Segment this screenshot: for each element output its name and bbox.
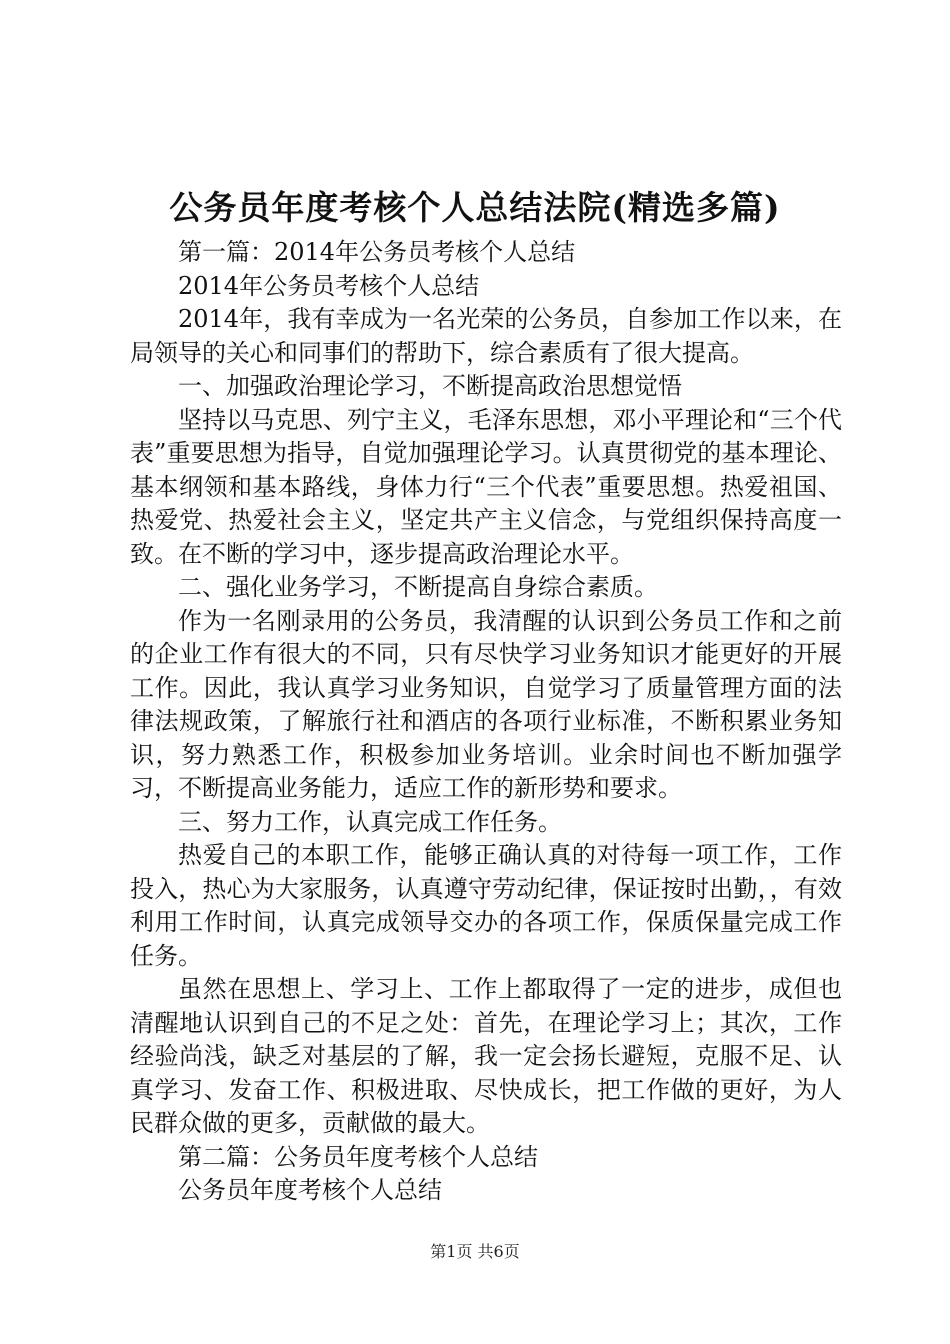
subsection-heading: 二、强化业务学习，不断提高自身综合素质。 <box>178 573 658 601</box>
body-paragraph: 坚持以马克思、列宁主义，毛泽东思想，邓小平理论和“三个代表”重要思想为指导，自觉加强理论学习。认真贯彻党的基本理论、基本纲领和基本路线，身体力行“三个代表”重要思想。热爱祖国、热爱党、热爱社会主义，坚定共产主义信念，与党组织保持高度一致。在不断的学习中，逐步提高政治理论水平。 <box>130 405 842 568</box>
body-paragraph: 作为一名刚录用的公务员，我清醒的认识到公务员工作和之前的企业工作有很大的不同，只有尽快学习业务知识才能更好的开展工作。因此，我认真学习业务知识，自觉学习了质量管理方面的法律法规政策，了解旅行社和酒店的各项行业标准，不断积累业务知识，努力熟悉工作，积极参加业务培训。业余时间也不断加强学习，不断提高业务能力，适应工作的新形势和要求。 <box>130 606 842 802</box>
subsection-heading: 三、努力工作，认真完成工作任务。 <box>178 807 562 836</box>
subsection-heading: 公务员年度考核个人总结 <box>178 1176 442 1204</box>
page-number-footer: 第1页 共6页 <box>430 1242 520 1261</box>
section-heading: 第一篇：2014年公务员考核个人总结 <box>178 238 576 266</box>
document-title: 公务员年度考核个人总结法院(精选多篇) <box>169 188 781 227</box>
body-paragraph: 热爱自己的本职工作，能够正确认真的对待每一项工作，工作投入，热心为大家服务，认真遵守劳动纪律，保证按时出勤，，有效利用工作时间，认真完成领导交办的各项工作，保质保量完成工作任务。 <box>130 841 842 970</box>
subsection-heading: 2014年公务员考核个人总结 <box>178 271 480 300</box>
section-heading: 第二篇：公务员年度考核个人总结 <box>178 1142 538 1171</box>
subsection-heading: 一、加强政治理论学习，不断提高政治思想觉悟 <box>178 372 682 400</box>
body-paragraph: 2014年，我有幸成为一名光荣的公务员，自参加工作以来，在局领导的关心和同事们的帮助下，综合素质有了很大提高。 <box>130 305 842 367</box>
body-paragraph: 虽然在思想上、学习上、工作上都取得了一定的进步，成但也清醒地认识到自己的不足之处：首先，在理论学习上；其次，工作经验尚浅，缺乏对基层的了解，我一定会扬长避短，克服不足、认真学习、发奋工作、积极进取、尽快成长，把工作做的更好，为人民群众做的更多，贡献做的最大。 <box>130 975 842 1137</box>
document-body <box>130 236 842 1208</box>
